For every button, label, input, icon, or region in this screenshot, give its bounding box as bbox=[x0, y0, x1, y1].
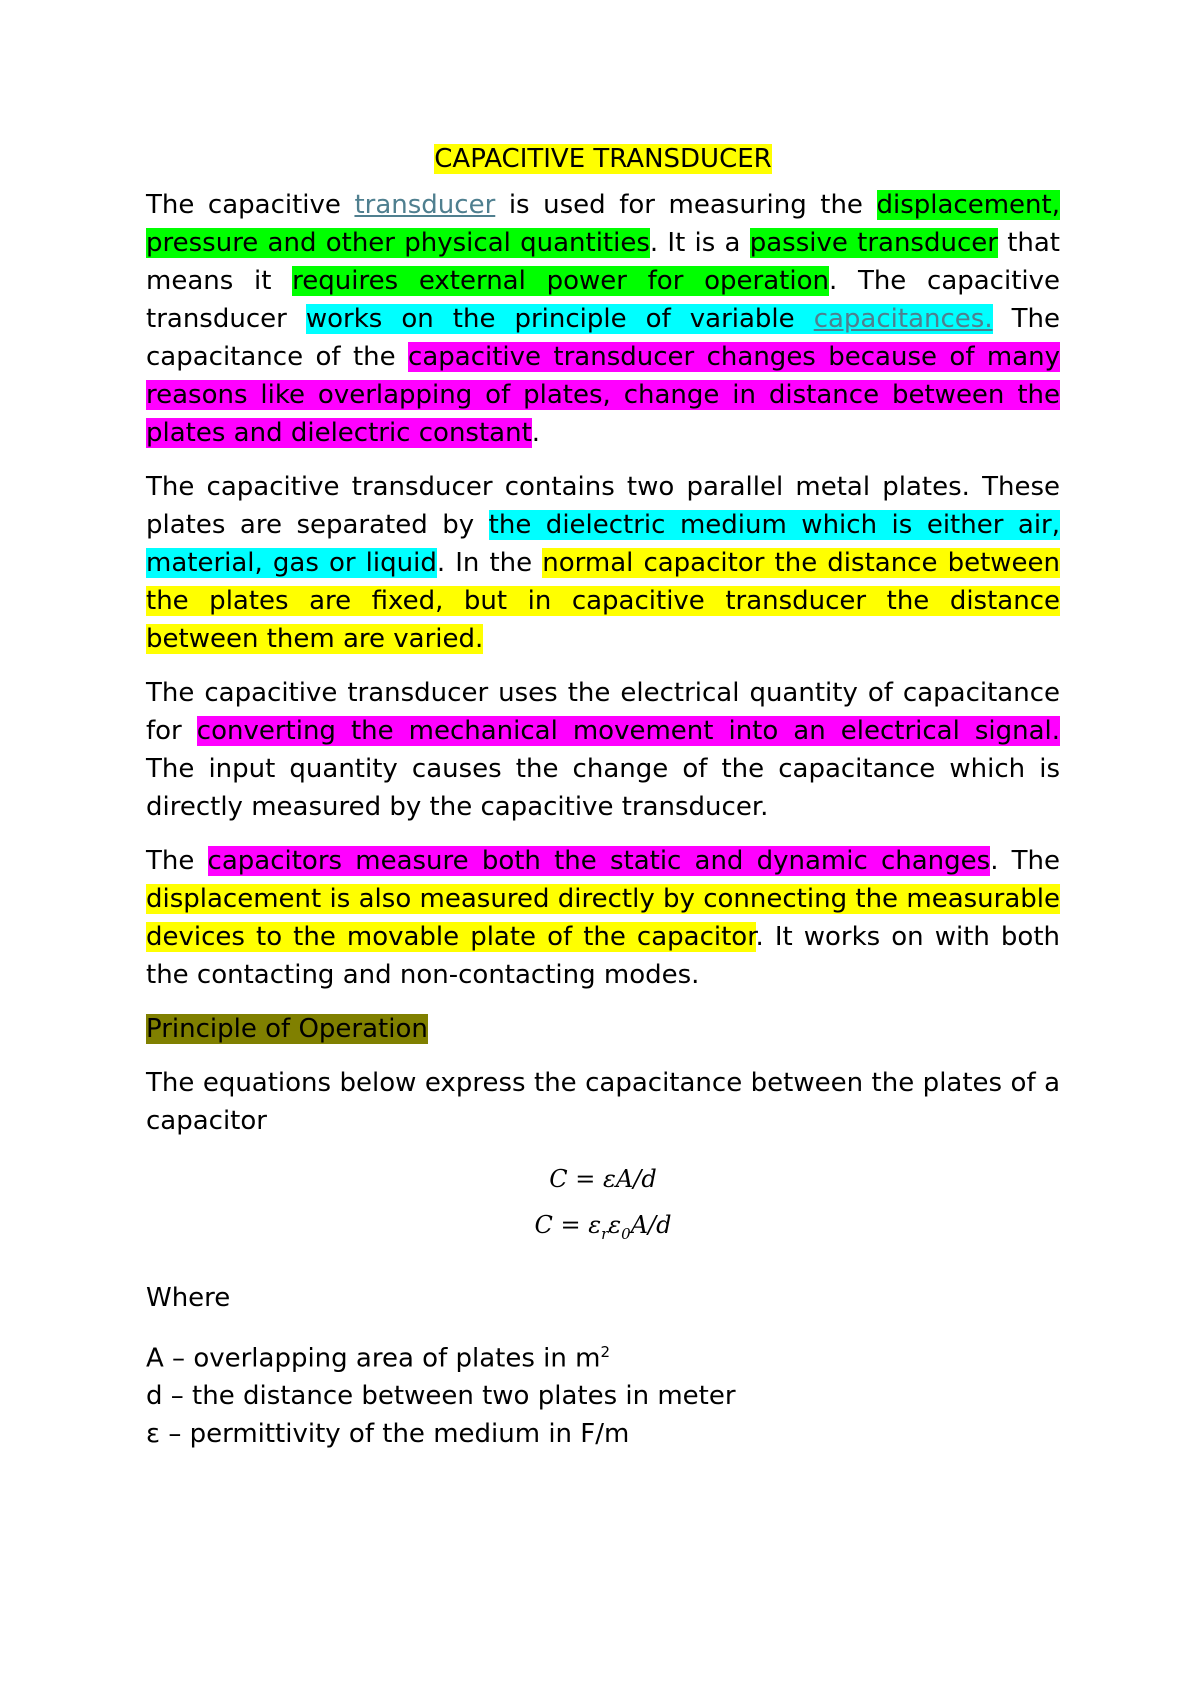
highlight-magenta: capacitive transducer changes because of many reasons like overlapping of plates, change in distance between the plates and dielectric constant bbox=[146, 342, 1060, 448]
eq-part: C = ε bbox=[534, 1211, 602, 1239]
highlight-green: passive transducer bbox=[749, 228, 998, 258]
highlight-cyan bbox=[306, 304, 993, 334]
paragraph-measurement bbox=[146, 842, 1060, 994]
paragraph-plates bbox=[146, 468, 1060, 658]
definition-distance: d – the distance between two plates in meter bbox=[146, 1381, 736, 1412]
definition-permittivity: ε – permittivity of the medium in F/m bbox=[146, 1419, 630, 1450]
paragraph-conversion bbox=[146, 674, 1060, 826]
highlight-cyan: the dielectric medium which is either air, material, gas or liquid bbox=[146, 510, 1061, 578]
text-run: . It is a bbox=[649, 228, 750, 258]
document-title bbox=[146, 140, 1060, 178]
eq-part: ε bbox=[608, 1211, 622, 1239]
highlight-green: requires external power for operation bbox=[292, 266, 829, 296]
eq-part: A/d bbox=[630, 1211, 672, 1239]
superscript: 2 bbox=[600, 1342, 611, 1361]
text-run: The capacitive bbox=[146, 190, 355, 220]
highlight-yellow: displacement is also measured directly by connecting the measurable devices to the movable plate of the capacitor bbox=[146, 884, 1060, 952]
text-run: The capacitance of the bbox=[146, 304, 1060, 372]
text-run: that means it bbox=[146, 228, 1060, 296]
equations bbox=[146, 1156, 1060, 1257]
text-run: . In the bbox=[436, 548, 543, 578]
document-page bbox=[146, 140, 1060, 1453]
capacitances-link[interactable]: capacitances. bbox=[813, 304, 993, 334]
eq-sub: 0 bbox=[621, 1224, 631, 1243]
text-run: The capacitive transducer uses the electrical quantity of capacitance for bbox=[146, 678, 1060, 746]
text-run: is used for measuring the bbox=[495, 190, 877, 220]
highlight-yellow: normal capacitor the distance between the plates are fixed, but in capacitive transducer the distance between them are varied. bbox=[146, 548, 1061, 654]
text-run: . bbox=[531, 418, 541, 448]
transducer-link[interactable]: transducer bbox=[354, 190, 496, 220]
equation-1: C = εA/d bbox=[549, 1165, 657, 1193]
where-label: Where bbox=[146, 1282, 231, 1313]
text-run: . The capacitive transducer bbox=[146, 266, 1061, 334]
section-heading-text: Principle of Operation bbox=[146, 1014, 428, 1044]
definition-area bbox=[146, 1333, 1060, 1378]
definition-text: A – overlapping area of plates in m bbox=[146, 1343, 601, 1374]
text-run: . It works on with both the contacting and non-contacting modes. bbox=[146, 922, 1061, 990]
highlight-magenta: converting the mechanical movement into an electrical signal. bbox=[196, 716, 1060, 746]
paragraph-equations-intro: The equations below express the capacitance between the plates of a capacitor bbox=[146, 1068, 1060, 1136]
highlight-magenta: capacitors measure both the static and dynamic changes bbox=[207, 846, 991, 876]
paragraph-intro bbox=[146, 186, 1060, 452]
eq-sub: r bbox=[601, 1224, 609, 1243]
text-run: The capacitive transducer contains two parallel metal plates. These plates are separated by bbox=[146, 472, 1060, 540]
definitions-list bbox=[146, 1333, 1060, 1454]
highlight-green: displacement, pressure and other physical quantities bbox=[146, 190, 1060, 258]
document-title-text: CAPACITIVE TRANSDUCER bbox=[434, 144, 772, 174]
highlight-cyan-text: works on the principle of variable bbox=[305, 304, 814, 334]
text-run: The bbox=[146, 846, 208, 876]
equation-2 bbox=[146, 1202, 1060, 1257]
text-run: . The bbox=[990, 846, 1060, 876]
section-heading bbox=[146, 1010, 1060, 1048]
text-run: The input quantity causes the change of the capacitance which is directly measured by the capacitive transducer. bbox=[146, 754, 1060, 822]
